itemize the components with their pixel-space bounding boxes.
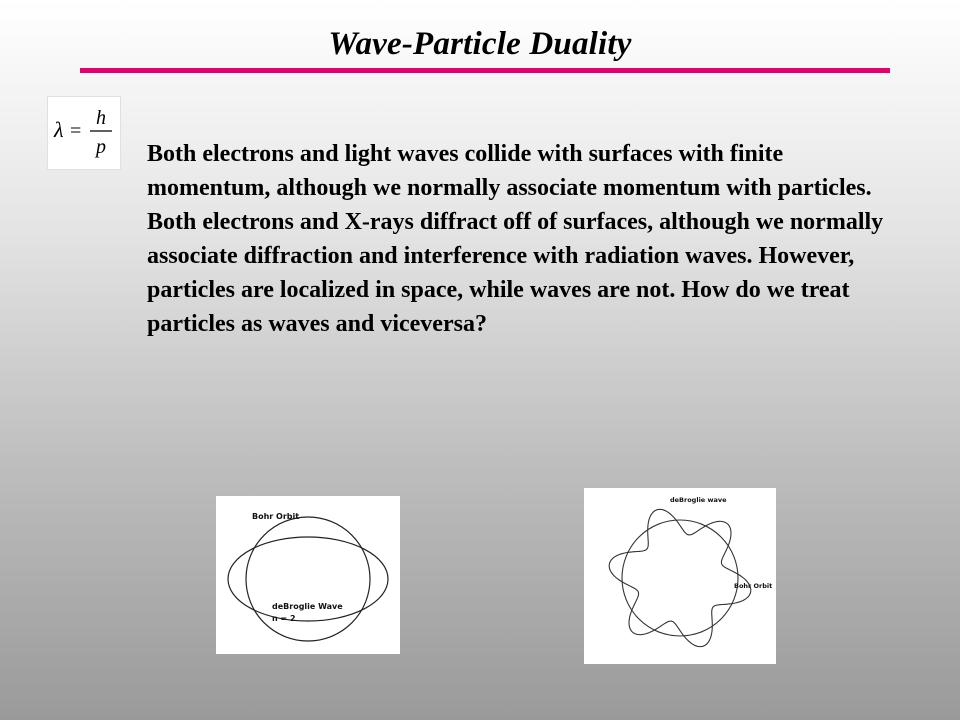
formula-equals: = [70,120,82,142]
debroglie-wave-diagram [584,488,776,664]
debroglie-wave-label-right: deBroglie wave [670,496,727,504]
bohr-orbit-label-right: Bohr Orbit [734,582,773,590]
formula-lambda: λ [54,117,64,142]
formula-denominator: p [96,136,106,158]
debroglie-wave-label: deBroglie Wave [272,602,343,611]
body-paragraph: Both electrons and light waves collide with surfaces with finite momentum, although we normally associate momentum with particles. Both electrons and X-rays diffract off of surfaces, although we normally associate diffraction and interference with radiation waves. However, particles are localized in space, while waves are not. How do we treat particles as waves and viceversa? [147,141,884,337]
title-underline [80,68,890,73]
bohr-orbit-circle-right [622,520,738,636]
bohr-orbit-n2-diagram [216,496,400,654]
slide-title: Wave-Particle Duality [328,26,632,62]
n-label: n = 2 [272,614,296,623]
bohr-orbit-label: Bohr Orbit [252,512,300,521]
bohr-orbit-circle [246,517,370,641]
debroglie-formula [47,96,121,170]
formula-numerator: h [96,107,106,129]
debroglie-standing-wave [609,509,751,646]
